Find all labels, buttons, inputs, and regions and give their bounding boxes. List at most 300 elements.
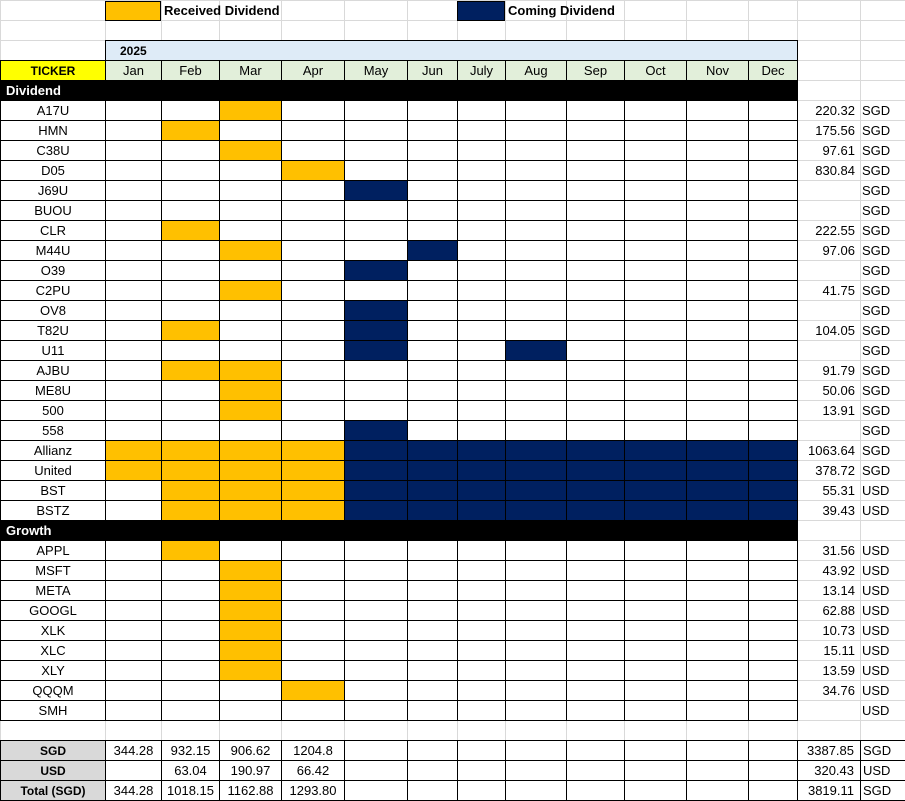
month-cell[interactable] (281, 280, 345, 301)
month-cell[interactable] (161, 260, 220, 281)
currency-cell[interactable]: SGD (862, 103, 891, 118)
ticker-cell[interactable]: ME8U (0, 380, 106, 401)
received-dividend-cell[interactable] (281, 460, 345, 481)
received-dividend-cell[interactable] (161, 120, 220, 141)
coming-dividend-cell[interactable] (344, 340, 408, 361)
amount-cell[interactable]: 222.55 (815, 223, 855, 238)
received-dividend-cell[interactable] (219, 140, 282, 161)
ticker-cell[interactable]: United (0, 460, 106, 481)
received-dividend-cell[interactable] (219, 620, 282, 641)
month-cell[interactable] (407, 540, 458, 561)
received-dividend-cell[interactable] (219, 360, 282, 381)
totals-month-cell[interactable] (457, 760, 506, 781)
amount-cell[interactable]: 62.88 (822, 603, 855, 618)
amount-cell[interactable] (797, 420, 861, 441)
month-cell[interactable] (281, 640, 345, 661)
month-cell[interactable] (624, 340, 687, 361)
ticker-cell[interactable]: XLK (0, 620, 106, 641)
received-dividend-cell[interactable] (219, 600, 282, 621)
totals-month-cell[interactable] (407, 740, 458, 761)
currency-cell[interactable]: SGD (862, 363, 891, 378)
month-cell[interactable] (624, 420, 687, 441)
month-cell[interactable] (566, 580, 625, 601)
month-cell[interactable] (566, 260, 625, 281)
currency-cell[interactable]: SGD (862, 403, 891, 418)
month-header-dec[interactable]: Dec (748, 60, 798, 81)
month-cell[interactable] (624, 140, 687, 161)
month-cell[interactable] (624, 280, 687, 301)
month-cell[interactable] (344, 100, 408, 121)
month-cell[interactable] (505, 200, 567, 221)
totals-month-cell[interactable] (624, 740, 687, 761)
amount-cell[interactable]: 15.11 (823, 643, 855, 658)
month-cell[interactable] (344, 240, 408, 261)
month-cell[interactable] (407, 660, 458, 681)
month-cell[interactable] (624, 220, 687, 241)
month-cell[interactable] (686, 580, 749, 601)
currency-cell[interactable]: SGD (862, 263, 891, 278)
currency-cell[interactable]: SGD (862, 223, 891, 238)
month-cell[interactable] (624, 380, 687, 401)
month-cell[interactable] (686, 160, 749, 181)
month-cell[interactable] (457, 380, 506, 401)
month-cell[interactable] (748, 220, 798, 241)
month-cell[interactable] (407, 580, 458, 601)
amount-cell[interactable]: 97.61 (822, 143, 855, 158)
currency-cell[interactable]: USD (862, 703, 890, 718)
ticker-cell[interactable]: HMN (0, 120, 106, 141)
totals-amount-cell[interactable]: 3819.11 (797, 780, 861, 801)
month-cell[interactable] (748, 640, 798, 661)
month-cell[interactable] (686, 420, 749, 441)
totals-month-cell[interactable]: 906.62 (219, 740, 282, 761)
month-cell[interactable] (281, 360, 345, 381)
month-cell[interactable] (686, 620, 749, 641)
month-cell[interactable] (161, 580, 220, 601)
coming-dividend-cell[interactable] (344, 460, 408, 481)
month-header-sep[interactable]: Sep (566, 60, 625, 81)
month-cell[interactable] (566, 660, 625, 681)
month-cell[interactable] (686, 320, 749, 341)
month-cell[interactable] (219, 260, 282, 281)
received-dividend-cell[interactable] (161, 500, 220, 521)
month-cell[interactable] (161, 660, 220, 681)
month-cell[interactable] (686, 180, 749, 201)
received-dividend-cell[interactable] (219, 460, 282, 481)
totals-currency-cell[interactable]: USD (860, 760, 905, 781)
received-dividend-cell[interactable] (219, 640, 282, 661)
month-cell[interactable] (505, 360, 567, 381)
month-cell[interactable] (281, 580, 345, 601)
month-cell[interactable] (686, 600, 749, 621)
ticker-cell[interactable]: XLY (0, 660, 106, 681)
year-header[interactable]: 2025 (105, 40, 798, 61)
totals-month-cell[interactable] (686, 740, 749, 761)
month-cell[interactable] (105, 220, 162, 241)
month-cell[interactable] (566, 340, 625, 361)
month-cell[interactable] (748, 660, 798, 681)
totals-month-cell[interactable] (748, 780, 798, 801)
month-cell[interactable] (748, 600, 798, 621)
ticker-cell[interactable]: J69U (0, 180, 106, 201)
currency-cell[interactable]: SGD (862, 123, 891, 138)
month-cell[interactable] (105, 700, 162, 721)
ticker-cell[interactable]: C2PU (0, 280, 106, 301)
amount-cell[interactable]: 43.92 (822, 563, 855, 578)
totals-month-cell[interactable] (624, 780, 687, 801)
month-cell[interactable] (457, 640, 506, 661)
month-header-feb[interactable]: Feb (161, 60, 220, 81)
month-cell[interactable] (105, 380, 162, 401)
month-cell[interactable] (748, 700, 798, 721)
ticker-cell[interactable]: O39 (0, 260, 106, 281)
currency-cell[interactable]: USD (862, 543, 890, 558)
received-dividend-cell[interactable] (219, 580, 282, 601)
amount-cell[interactable]: 220.32 (815, 103, 855, 118)
month-cell[interactable] (457, 160, 506, 181)
currency-cell[interactable]: USD (862, 663, 890, 678)
ticker-cell[interactable]: BUOU (0, 200, 106, 221)
month-cell[interactable] (686, 120, 749, 141)
month-cell[interactable] (407, 260, 458, 281)
month-cell[interactable] (407, 180, 458, 201)
currency-cell[interactable]: SGD (862, 383, 891, 398)
coming-dividend-cell[interactable] (344, 180, 408, 201)
month-cell[interactable] (686, 220, 749, 241)
month-cell[interactable] (161, 180, 220, 201)
month-cell[interactable] (686, 280, 749, 301)
month-cell[interactable] (457, 300, 506, 321)
ticker-cell[interactable]: BST (0, 480, 106, 501)
month-cell[interactable] (281, 420, 345, 441)
month-cell[interactable] (344, 660, 408, 681)
currency-cell[interactable]: USD (862, 483, 890, 498)
month-cell[interactable] (219, 540, 282, 561)
month-cell[interactable] (505, 240, 567, 261)
month-cell[interactable] (105, 140, 162, 161)
month-cell[interactable] (457, 660, 506, 681)
received-dividend-cell[interactable] (161, 480, 220, 501)
month-cell[interactable] (344, 680, 408, 701)
amount-cell[interactable]: 830.84 (815, 163, 855, 178)
month-cell[interactable] (457, 700, 506, 721)
month-cell[interactable] (624, 680, 687, 701)
month-cell[interactable] (505, 380, 567, 401)
month-cell[interactable] (407, 200, 458, 221)
month-cell[interactable] (344, 400, 408, 421)
totals-month-cell[interactable] (566, 780, 625, 801)
month-cell[interactable] (686, 680, 749, 701)
totals-month-cell[interactable] (505, 760, 567, 781)
month-cell[interactable] (281, 260, 345, 281)
month-cell[interactable] (505, 420, 567, 441)
amount-cell[interactable]: 31.56 (822, 543, 855, 558)
month-cell[interactable] (407, 220, 458, 241)
amount-cell[interactable]: 378.72 (815, 463, 855, 478)
month-cell[interactable] (624, 200, 687, 221)
coming-dividend-cell[interactable] (457, 500, 506, 521)
totals-month-cell[interactable]: 932.15 (161, 740, 220, 761)
received-dividend-cell[interactable] (219, 440, 282, 461)
month-cell[interactable] (219, 340, 282, 361)
month-cell[interactable] (748, 380, 798, 401)
totals-month-cell[interactable] (457, 740, 506, 761)
ticker-cell[interactable]: C38U (0, 140, 106, 161)
received-dividend-cell[interactable] (105, 460, 162, 481)
ticker-cell[interactable]: AJBU (0, 360, 106, 381)
amount-cell[interactable]: 1063.64 (808, 443, 855, 458)
month-cell[interactable] (281, 340, 345, 361)
month-cell[interactable] (161, 700, 220, 721)
month-cell[interactable] (566, 320, 625, 341)
totals-currency-cell[interactable]: SGD (860, 780, 905, 801)
month-cell[interactable] (624, 400, 687, 421)
amount-cell[interactable]: 104.05 (815, 323, 855, 338)
month-cell[interactable] (457, 280, 506, 301)
month-cell[interactable] (505, 540, 567, 561)
month-cell[interactable] (624, 580, 687, 601)
totals-month-cell[interactable] (105, 760, 162, 781)
month-cell[interactable] (566, 120, 625, 141)
totals-month-cell[interactable]: 63.04 (161, 760, 220, 781)
month-cell[interactable] (624, 100, 687, 121)
month-cell[interactable] (281, 560, 345, 581)
month-cell[interactable] (161, 620, 220, 641)
currency-cell[interactable]: SGD (862, 243, 891, 258)
totals-month-cell[interactable]: 344.28 (105, 740, 162, 761)
currency-cell[interactable]: USD (862, 623, 890, 638)
month-cell[interactable] (624, 180, 687, 201)
coming-dividend-cell[interactable] (407, 460, 458, 481)
month-cell[interactable] (161, 200, 220, 221)
amount-cell[interactable] (797, 200, 861, 221)
month-cell[interactable] (686, 140, 749, 161)
month-cell[interactable] (344, 120, 408, 141)
month-cell[interactable] (219, 680, 282, 701)
amount-cell[interactable] (797, 260, 861, 281)
month-cell[interactable] (407, 120, 458, 141)
totals-label-usd[interactable]: USD (0, 760, 106, 781)
coming-dividend-cell[interactable] (505, 460, 567, 481)
month-cell[interactable] (686, 100, 749, 121)
month-cell[interactable] (344, 600, 408, 621)
month-cell[interactable] (505, 100, 567, 121)
coming-dividend-cell[interactable] (748, 460, 798, 481)
currency-cell[interactable]: USD (862, 603, 890, 618)
currency-cell[interactable]: SGD (862, 163, 891, 178)
coming-dividend-cell[interactable] (566, 460, 625, 481)
month-cell[interactable] (748, 580, 798, 601)
totals-amount-cell[interactable]: 3387.85 (797, 740, 861, 761)
month-cell[interactable] (407, 380, 458, 401)
received-dividend-cell[interactable] (161, 460, 220, 481)
ticker-cell[interactable]: OV8 (0, 300, 106, 321)
ticker-cell[interactable]: D05 (0, 160, 106, 181)
month-cell[interactable] (219, 420, 282, 441)
month-cell[interactable] (407, 700, 458, 721)
coming-dividend-cell[interactable] (505, 340, 567, 361)
totals-month-cell[interactable]: 66.42 (281, 760, 345, 781)
month-cell[interactable] (407, 420, 458, 441)
month-cell[interactable] (105, 600, 162, 621)
month-cell[interactable] (344, 160, 408, 181)
month-cell[interactable] (344, 620, 408, 641)
month-cell[interactable] (505, 660, 567, 681)
month-cell[interactable] (407, 340, 458, 361)
month-cell[interactable] (344, 380, 408, 401)
totals-month-cell[interactable]: 1162.88 (219, 780, 282, 801)
month-cell[interactable] (457, 220, 506, 241)
coming-dividend-cell[interactable] (686, 460, 749, 481)
month-cell[interactable] (566, 200, 625, 221)
month-cell[interactable] (105, 180, 162, 201)
currency-cell[interactable]: SGD (862, 203, 891, 218)
received-dividend-cell[interactable] (161, 320, 220, 341)
month-cell[interactable] (505, 300, 567, 321)
month-cell[interactable] (505, 220, 567, 241)
received-dividend-cell[interactable] (161, 220, 220, 241)
month-cell[interactable] (457, 540, 506, 561)
totals-month-cell[interactable] (407, 780, 458, 801)
month-cell[interactable] (407, 320, 458, 341)
received-dividend-cell[interactable] (281, 680, 345, 701)
month-cell[interactable] (407, 140, 458, 161)
month-cell[interactable] (686, 540, 749, 561)
totals-month-cell[interactable] (505, 780, 567, 801)
month-cell[interactable] (457, 680, 506, 701)
coming-dividend-cell[interactable] (566, 500, 625, 521)
month-cell[interactable] (686, 660, 749, 681)
month-cell[interactable] (748, 620, 798, 641)
ticker-cell[interactable]: 558 (0, 420, 106, 441)
month-cell[interactable] (105, 420, 162, 441)
totals-month-cell[interactable] (344, 760, 408, 781)
month-cell[interactable] (105, 580, 162, 601)
month-cell[interactable] (624, 320, 687, 341)
month-cell[interactable] (748, 300, 798, 321)
month-cell[interactable] (624, 600, 687, 621)
month-cell[interactable] (105, 340, 162, 361)
month-cell[interactable] (686, 640, 749, 661)
month-cell[interactable] (624, 160, 687, 181)
month-cell[interactable] (281, 540, 345, 561)
month-cell[interactable] (281, 320, 345, 341)
month-header-jan[interactable]: Jan (105, 60, 162, 81)
received-dividend-cell[interactable] (105, 440, 162, 461)
totals-month-cell[interactable] (624, 760, 687, 781)
month-cell[interactable] (566, 400, 625, 421)
amount-cell[interactable]: 13.14 (822, 583, 855, 598)
amount-cell[interactable]: 13.91 (822, 403, 855, 418)
amount-cell[interactable]: 34.76 (822, 683, 855, 698)
month-cell[interactable] (748, 360, 798, 381)
month-cell[interactable] (505, 640, 567, 661)
currency-cell[interactable]: SGD (862, 343, 891, 358)
month-cell[interactable] (105, 280, 162, 301)
month-cell[interactable] (161, 140, 220, 161)
month-cell[interactable] (748, 680, 798, 701)
month-cell[interactable] (748, 280, 798, 301)
month-cell[interactable] (505, 620, 567, 641)
month-cell[interactable] (624, 300, 687, 321)
amount-cell[interactable]: 97.06 (822, 243, 855, 258)
month-cell[interactable] (219, 180, 282, 201)
amount-cell[interactable] (797, 340, 861, 361)
coming-dividend-cell[interactable] (344, 320, 408, 341)
month-cell[interactable] (566, 240, 625, 261)
month-cell[interactable] (105, 480, 162, 501)
month-cell[interactable] (161, 280, 220, 301)
received-dividend-cell[interactable] (161, 440, 220, 461)
ticker-header[interactable]: TICKER (0, 60, 106, 81)
month-cell[interactable] (161, 400, 220, 421)
month-cell[interactable] (566, 220, 625, 241)
month-cell[interactable] (344, 200, 408, 221)
amount-cell[interactable]: 10.73 (822, 623, 855, 638)
ticker-cell[interactable]: QQQM (0, 680, 106, 701)
month-cell[interactable] (105, 540, 162, 561)
month-cell[interactable] (219, 320, 282, 341)
coming-dividend-cell[interactable] (457, 480, 506, 501)
month-cell[interactable] (344, 640, 408, 661)
coming-dividend-cell[interactable] (407, 440, 458, 461)
received-dividend-cell[interactable] (219, 500, 282, 521)
month-cell[interactable] (566, 160, 625, 181)
month-cell[interactable] (105, 240, 162, 261)
coming-dividend-cell[interactable] (748, 440, 798, 461)
currency-cell[interactable]: SGD (862, 423, 891, 438)
coming-dividend-cell[interactable] (457, 460, 506, 481)
month-cell[interactable] (105, 640, 162, 661)
month-cell[interactable] (161, 340, 220, 361)
month-cell[interactable] (457, 340, 506, 361)
month-cell[interactable] (457, 120, 506, 141)
month-cell[interactable] (105, 620, 162, 641)
month-cell[interactable] (748, 200, 798, 221)
month-cell[interactable] (624, 540, 687, 561)
month-cell[interactable] (566, 100, 625, 121)
month-cell[interactable] (281, 620, 345, 641)
ticker-cell[interactable]: Allianz (0, 440, 106, 461)
currency-cell[interactable]: SGD (862, 283, 891, 298)
coming-dividend-cell[interactable] (344, 480, 408, 501)
totals-month-cell[interactable] (344, 740, 408, 761)
month-cell[interactable] (686, 240, 749, 261)
month-cell[interactable] (407, 640, 458, 661)
coming-dividend-cell[interactable] (686, 500, 749, 521)
totals-month-cell[interactable] (748, 740, 798, 761)
month-cell[interactable] (505, 400, 567, 421)
month-cell[interactable] (344, 220, 408, 241)
totals-month-cell[interactable] (505, 740, 567, 761)
month-cell[interactable] (219, 160, 282, 181)
currency-cell[interactable]: USD (862, 503, 890, 518)
totals-label-total-sgd[interactable]: Total (SGD) (0, 780, 106, 801)
month-header-july[interactable]: July (457, 60, 506, 81)
coming-dividend-cell[interactable] (505, 440, 567, 461)
month-cell[interactable] (748, 320, 798, 341)
currency-cell[interactable]: SGD (862, 143, 891, 158)
currency-cell[interactable]: SGD (862, 463, 891, 478)
ticker-cell[interactable]: SMH (0, 700, 106, 721)
month-cell[interactable] (407, 680, 458, 701)
month-cell[interactable] (457, 400, 506, 421)
month-cell[interactable] (407, 620, 458, 641)
totals-month-cell[interactable]: 1018.15 (161, 780, 220, 801)
month-cell[interactable] (457, 580, 506, 601)
totals-month-cell[interactable]: 344.28 (105, 780, 162, 801)
month-cell[interactable] (566, 280, 625, 301)
